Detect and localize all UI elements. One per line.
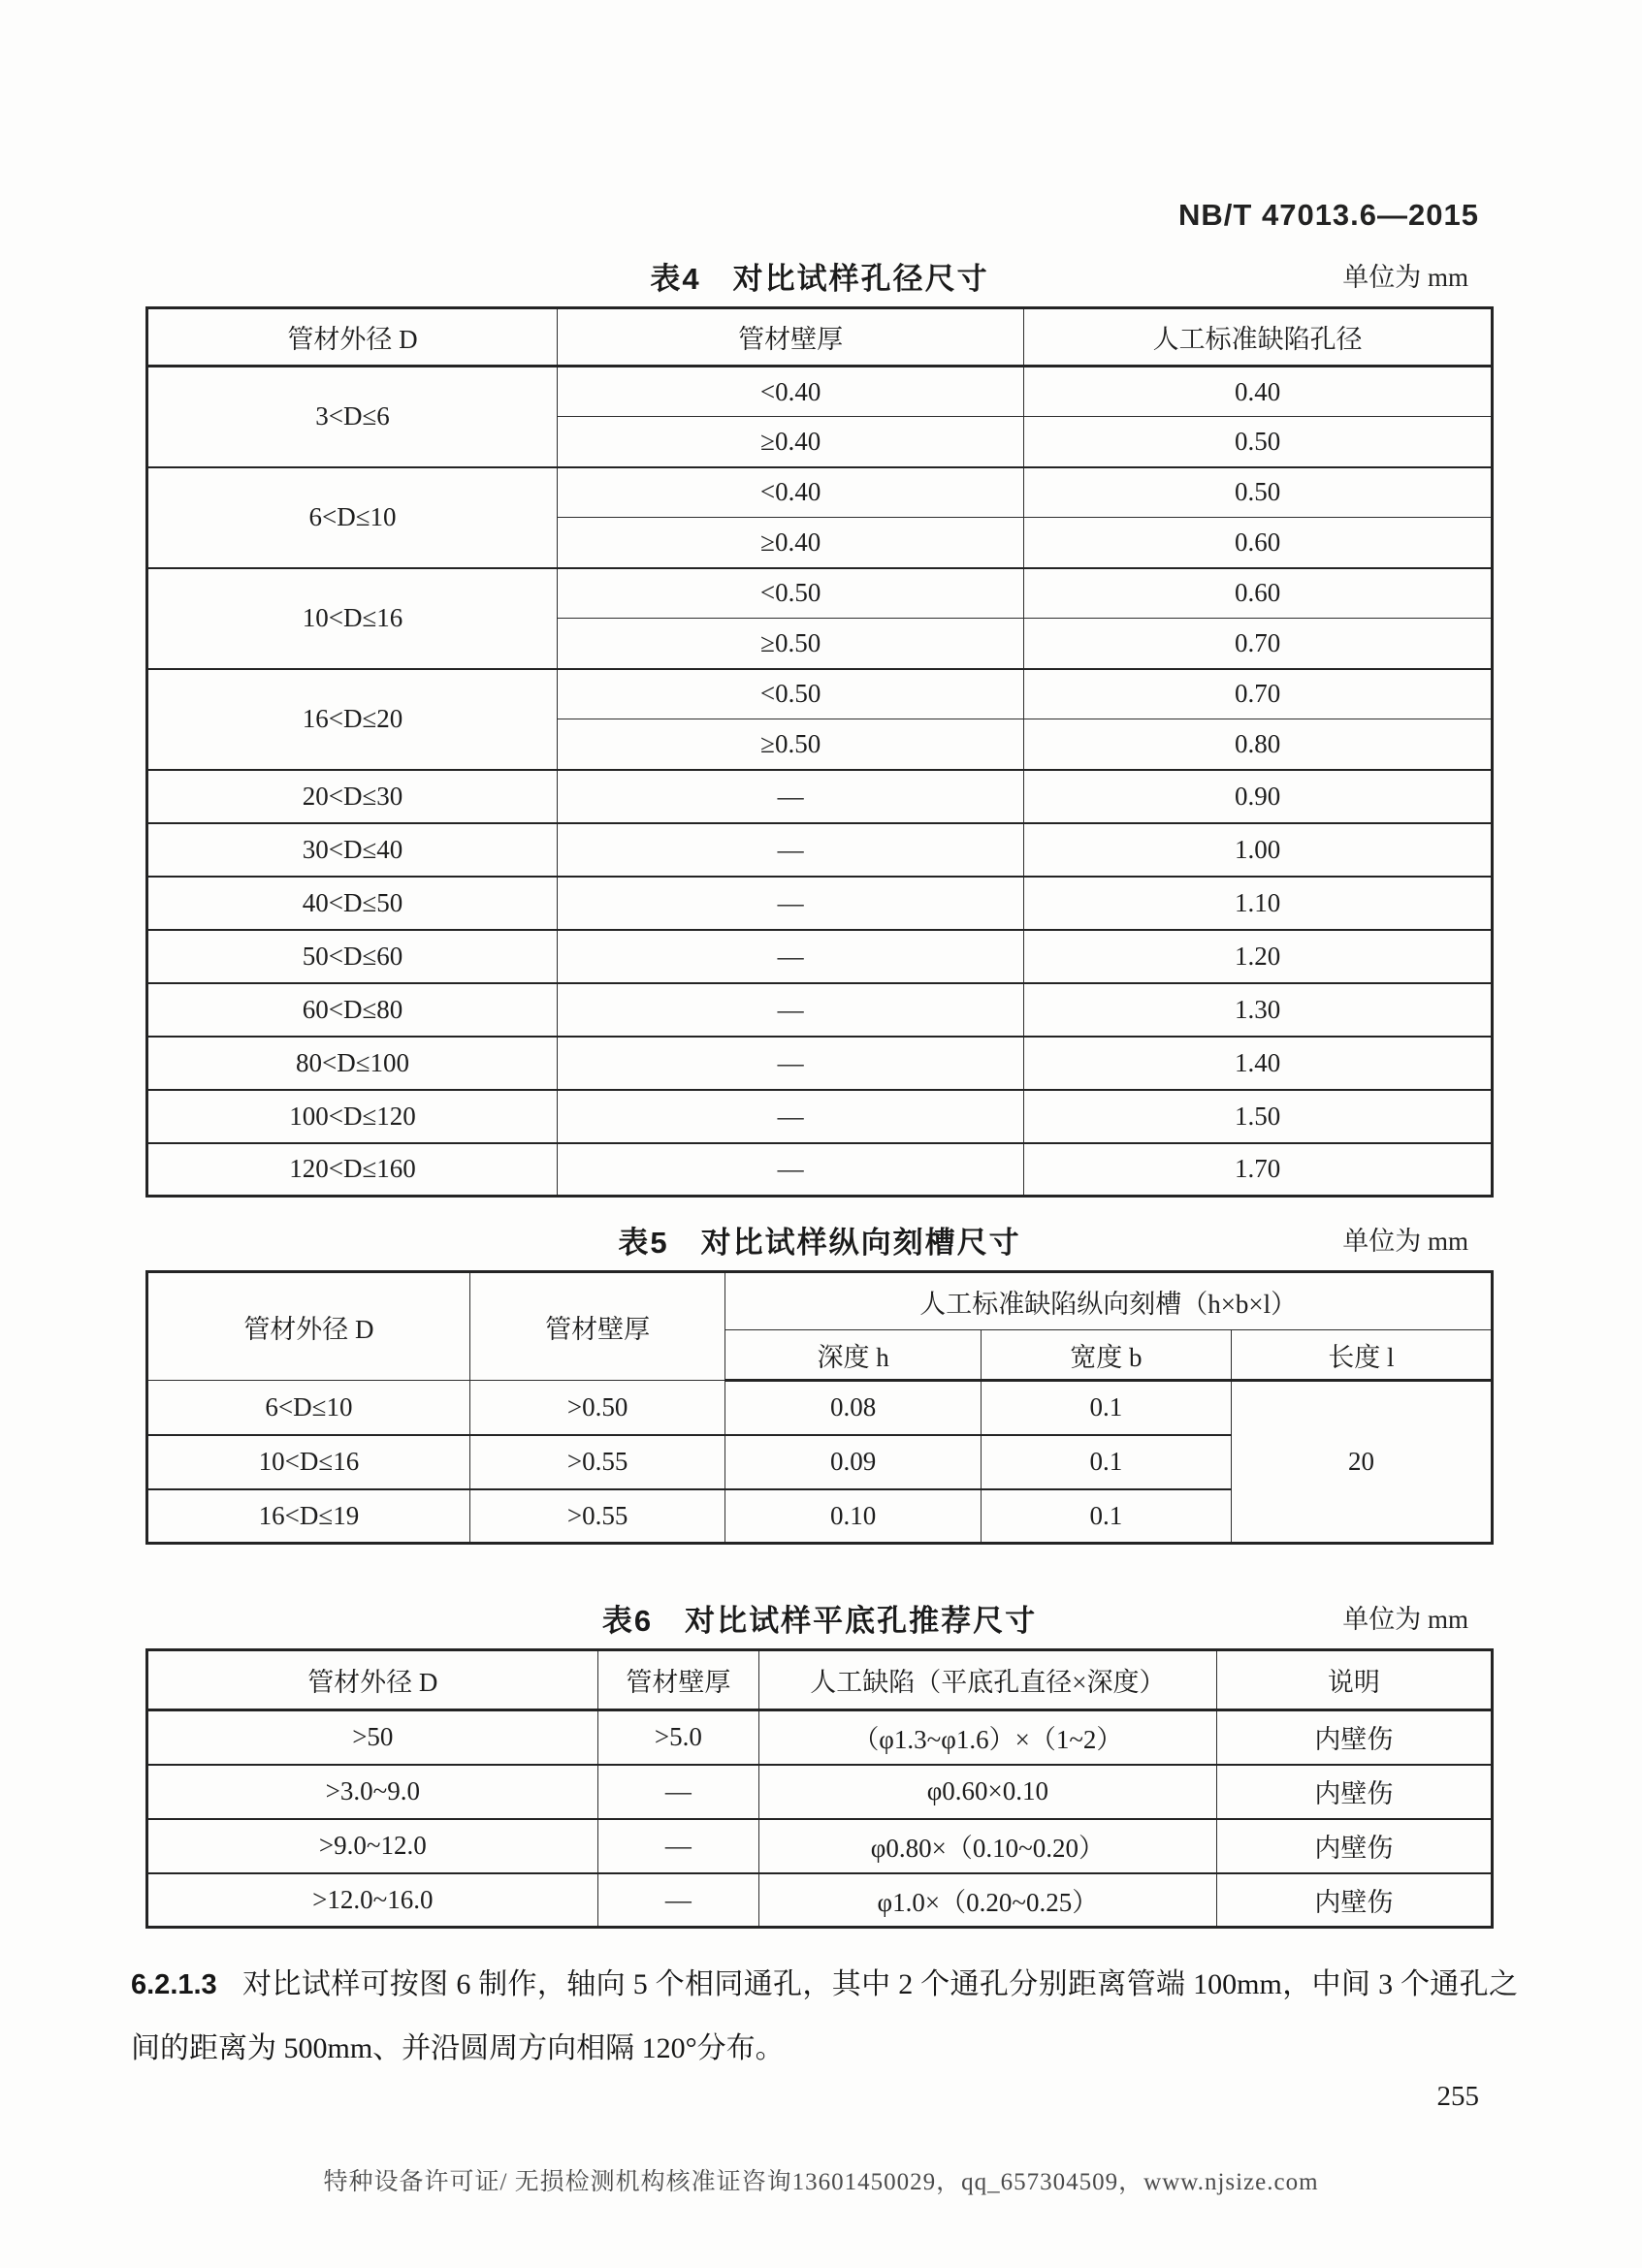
table6 <box>145 1648 1494 1929</box>
table-cell: — <box>558 877 1024 930</box>
table-row <box>147 568 1493 619</box>
table-cell: （φ1.3~φ1.6）×（1~2） <box>759 1710 1217 1765</box>
table-cell: 0.50 <box>1024 417 1493 467</box>
table-cell: 1.50 <box>1024 1090 1493 1143</box>
table5-unit-label: 单位为 mm <box>1342 1227 1468 1256</box>
table-row <box>147 1090 1493 1143</box>
table-cell: — <box>558 983 1024 1037</box>
table5-header-row <box>147 1272 1493 1330</box>
table-cell: <0.50 <box>558 669 1024 719</box>
table-cell: <0.40 <box>558 367 1024 417</box>
table-cell: >9.0~12.0 <box>147 1819 598 1873</box>
table-header-cell: 管材壁厚 <box>558 308 1024 367</box>
table4-unit-label: 单位为 mm <box>1342 263 1468 292</box>
table-cell: 内壁伤 <box>1216 1710 1492 1765</box>
standard-number-header: NB/T 47013.6—2015 <box>1178 198 1479 232</box>
page-number: 255 <box>1436 2081 1479 2112</box>
table-cell: >0.50 <box>469 1381 725 1435</box>
table-row <box>147 1143 1493 1197</box>
table-cell: φ1.0×（0.20~0.25） <box>759 1873 1217 1928</box>
table-cell: ≥0.50 <box>558 719 1024 770</box>
table-row <box>147 669 1493 719</box>
table-cell: 内壁伤 <box>1216 1873 1492 1928</box>
table-cell: 120<D≤160 <box>147 1143 558 1197</box>
table-cell: 内壁伤 <box>1216 1765 1492 1819</box>
table-row <box>147 770 1493 823</box>
table-cell: >0.55 <box>469 1435 725 1489</box>
table-cell: — <box>597 1819 758 1873</box>
table-cell: 0.80 <box>1024 719 1493 770</box>
table-row <box>147 467 1493 518</box>
table-cell: — <box>597 1765 758 1819</box>
table-header-cell: 管材外径 D <box>147 1650 598 1710</box>
table-cell: 0.10 <box>725 1489 982 1544</box>
table-header-cell: 宽度 b <box>981 1330 1231 1381</box>
table-cell: — <box>558 770 1024 823</box>
table-cell: >5.0 <box>597 1710 758 1765</box>
table-cell: 100<D≤120 <box>147 1090 558 1143</box>
table4-header-row <box>147 308 1493 367</box>
table-cell: 1.00 <box>1024 823 1493 877</box>
clause-text: 对比试样可按图 6 制作，轴向 5 个相同通孔，其中 2 个通孔分别距离管端 100mm，中间 3 个通孔之间的距离为 500mm、并沿圆周方向相隔 120°分布。 <box>131 1968 1518 2064</box>
table-row <box>147 1381 1493 1435</box>
table-cell: 0.70 <box>1024 669 1493 719</box>
table-cell: <0.50 <box>558 568 1024 619</box>
table5 <box>145 1270 1494 1545</box>
table-row <box>147 1873 1493 1928</box>
table-row <box>147 1819 1493 1873</box>
table4-caption-row <box>145 254 1494 298</box>
table-cell: 0.50 <box>1024 467 1493 518</box>
table-cell: — <box>558 1090 1024 1143</box>
table-header-cell: 长度 l <box>1231 1330 1492 1381</box>
table-cell: 1.40 <box>1024 1037 1493 1090</box>
table-header-cell: 人工标准缺陷纵向刻槽（h×b×l） <box>725 1272 1493 1330</box>
table-cell: 40<D≤50 <box>147 877 558 930</box>
table-cell: — <box>597 1873 758 1928</box>
table-cell: 10<D≤16 <box>147 1435 470 1489</box>
table-cell: — <box>558 1037 1024 1090</box>
table-cell: — <box>558 930 1024 983</box>
table-cell: ≥0.40 <box>558 417 1024 467</box>
table-cell: 0.40 <box>1024 367 1493 417</box>
table6-caption: 表6 对比试样平底孔推荐尺寸 <box>601 1604 1038 1638</box>
table-cell: 0.09 <box>725 1435 982 1489</box>
table-cell: 1.10 <box>1024 877 1493 930</box>
table4-caption: 表4 对比试样孔径尺寸 <box>650 262 989 296</box>
table-cell: 0.60 <box>1024 568 1493 619</box>
table-cell: — <box>558 823 1024 877</box>
table-cell: 0.08 <box>725 1381 982 1435</box>
table-header-cell: 管材壁厚 <box>469 1272 725 1381</box>
table-cell: 16<D≤20 <box>147 669 558 770</box>
table-cell: ≥0.40 <box>558 518 1024 568</box>
table-row <box>147 823 1493 877</box>
table-cell: >50 <box>147 1710 598 1765</box>
table-cell: 内壁伤 <box>1216 1819 1492 1873</box>
table-cell: 0.1 <box>981 1435 1231 1489</box>
table6-header-row <box>147 1650 1493 1710</box>
table-row <box>147 1710 1493 1765</box>
table-cell: 6<D≤10 <box>147 467 558 568</box>
table-cell: ≥0.50 <box>558 619 1024 669</box>
table5-caption: 表5 对比试样纵向刻槽尺寸 <box>618 1226 1021 1260</box>
table-cell: — <box>558 1143 1024 1197</box>
table-cell: 10<D≤16 <box>147 568 558 669</box>
table-cell: 20 <box>1231 1381 1492 1544</box>
table6-caption-row <box>145 1596 1494 1640</box>
table-header-cell: 管材外径 D <box>147 308 558 367</box>
clause-paragraph <box>131 1953 1518 2081</box>
table-cell: 1.30 <box>1024 983 1493 1037</box>
table-cell: >0.55 <box>469 1489 725 1544</box>
table-cell: 0.1 <box>981 1489 1231 1544</box>
table-cell: 6<D≤10 <box>147 1381 470 1435</box>
table-cell: 30<D≤40 <box>147 823 558 877</box>
table-row <box>147 877 1493 930</box>
table-row <box>147 367 1493 417</box>
table-cell: 0.70 <box>1024 619 1493 669</box>
table6-container <box>145 1648 1494 1929</box>
table-header-cell: 人工标准缺陷孔径 <box>1024 308 1493 367</box>
table-header-cell: 管材外径 D <box>147 1272 470 1381</box>
table-header-cell: 人工缺陷（平底孔直径×深度） <box>759 1650 1217 1710</box>
table4 <box>145 306 1494 1198</box>
table-cell: 1.70 <box>1024 1143 1493 1197</box>
table-row <box>147 1765 1493 1819</box>
footer-watermark: 特种设备许可证/ 无损检测机构核准证咨询13601450029，qq_657304509，www.njsize.com <box>323 2169 1319 2195</box>
table-cell: 80<D≤100 <box>147 1037 558 1090</box>
table-cell: 60<D≤80 <box>147 983 558 1037</box>
table-header-cell: 管材壁厚 <box>597 1650 758 1710</box>
table-cell: 20<D≤30 <box>147 770 558 823</box>
table-cell: 0.1 <box>981 1381 1231 1435</box>
table-cell: >12.0~16.0 <box>147 1873 598 1928</box>
table-row <box>147 930 1493 983</box>
table-row <box>147 1037 1493 1090</box>
table-cell: φ0.80×（0.10~0.20） <box>759 1819 1217 1873</box>
table-cell: 1.20 <box>1024 930 1493 983</box>
table-cell: 0.90 <box>1024 770 1493 823</box>
table5-caption-row <box>145 1218 1494 1262</box>
table-cell: <0.40 <box>558 467 1024 518</box>
table-header-cell: 说明 <box>1216 1650 1492 1710</box>
clause-number: 6.2.1.3 <box>131 1969 217 2000</box>
table5-container <box>145 1270 1494 1545</box>
table-cell: 50<D≤60 <box>147 930 558 983</box>
table-header-cell: 深度 h <box>725 1330 982 1381</box>
table6-unit-label: 单位为 mm <box>1342 1605 1468 1634</box>
table-cell: 0.60 <box>1024 518 1493 568</box>
table-cell: 16<D≤19 <box>147 1489 470 1544</box>
table-cell: φ0.60×0.10 <box>759 1765 1217 1819</box>
table-cell: >3.0~9.0 <box>147 1765 598 1819</box>
table-cell: 3<D≤6 <box>147 367 558 467</box>
table4-container <box>145 306 1494 1198</box>
table-row <box>147 983 1493 1037</box>
